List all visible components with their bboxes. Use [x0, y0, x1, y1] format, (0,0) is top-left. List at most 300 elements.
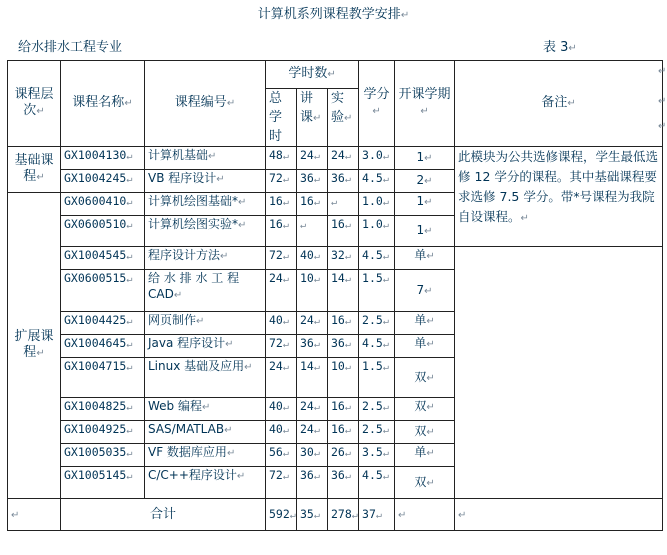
paragraph-mark — [283, 425, 289, 436]
paragraph-mark — [202, 402, 210, 413]
course-code — [61, 270, 145, 312]
paragraph-mark — [314, 425, 320, 436]
paragraph-mark — [314, 197, 320, 208]
paragraph-mark — [174, 290, 182, 301]
paragraph-mark — [126, 362, 132, 373]
lab-hours — [328, 170, 359, 193]
lab-hours — [328, 335, 359, 358]
credit-text: 2.5 — [362, 313, 383, 327]
paragraph-mark — [426, 402, 434, 413]
lab-hours — [328, 216, 359, 247]
total-hours — [266, 444, 297, 467]
level-basic-text: 基础课程 — [14, 153, 54, 184]
header-name: 课程名称 ↵ — [61, 61, 145, 147]
lecture-hours — [297, 335, 328, 358]
paragraph-mark — [383, 220, 389, 231]
course-code — [61, 398, 145, 421]
term — [395, 147, 455, 170]
paragraph-mark — [314, 402, 320, 413]
summary-total — [266, 499, 297, 531]
course-name-text: 程序设计方法 — [148, 248, 221, 262]
lecture-hours-text: 36 — [300, 336, 314, 350]
paragraph-mark — [383, 151, 389, 162]
total-hours — [266, 147, 297, 170]
summary-empty — [8, 499, 61, 531]
paragraph-mark — [126, 220, 132, 231]
course-name-text: Linux 基础及应用 — [148, 359, 245, 373]
course-name — [145, 216, 266, 247]
table-row — [8, 247, 663, 270]
term — [395, 247, 455, 270]
course-code-text: GX1004545 — [64, 248, 127, 262]
paragraph-mark — [345, 448, 351, 459]
lab-hours — [328, 247, 359, 270]
lecture-hours — [297, 216, 328, 247]
paragraph-mark — [300, 220, 306, 231]
lecture-hours-text: 40 — [300, 248, 314, 262]
paragraph-mark — [314, 471, 320, 482]
course-code-text: GX1004825 — [64, 399, 127, 413]
term-text: 1 — [416, 194, 425, 208]
summary-lecture — [297, 499, 328, 531]
term-text: 双 — [414, 399, 427, 413]
lecture-hours-text: 30 — [300, 445, 314, 459]
course-code-text: GX1005145 — [64, 468, 127, 482]
total-hours — [266, 467, 297, 499]
paragraph-mark — [314, 274, 320, 285]
paragraph-mark — [216, 174, 224, 185]
paragraph-mark — [383, 339, 389, 350]
header-code: 课程编号 ↵ — [145, 61, 266, 147]
lab-hours-text: 24 — [331, 148, 345, 162]
paragraph-mark — [196, 316, 204, 327]
total-hours-text: 72 — [269, 248, 283, 262]
course-name-text: 计算机绘图基础* — [148, 194, 239, 208]
lab-hours-text: 26 — [331, 445, 345, 459]
paragraph-mark — [426, 427, 434, 438]
lab-hours-text: 10 — [331, 359, 345, 373]
paragraph-mark — [314, 151, 320, 162]
total-hours — [266, 193, 297, 216]
credit — [359, 247, 395, 270]
credit-text: 3.0 — [362, 148, 383, 162]
total-hours — [266, 247, 297, 270]
total-hours-text: 72 — [269, 171, 283, 185]
lab-hours — [328, 398, 359, 421]
course-code — [61, 358, 145, 398]
course-code — [61, 247, 145, 270]
credit-text: 4.5 — [362, 171, 383, 185]
lab-hours — [328, 147, 359, 170]
course-name — [145, 398, 266, 421]
lecture-hours — [297, 247, 328, 270]
paragraph-mark — [314, 448, 320, 459]
course-table — [7, 60, 663, 531]
paragraph-mark — [426, 373, 434, 384]
paragraph-mark — [398, 510, 406, 521]
lecture-hours-text: 36 — [300, 468, 314, 482]
paragraph-mark — [345, 174, 351, 185]
lecture-hours-text: 24 — [300, 399, 314, 413]
paragraph-mark — [383, 274, 389, 285]
term-text: 单 — [414, 313, 427, 327]
paragraph-mark — [126, 425, 132, 436]
total-hours-text: 40 — [269, 422, 283, 436]
paragraph-mark — [314, 174, 320, 185]
paragraph-mark — [126, 402, 132, 413]
paragraph-mark — [220, 251, 228, 262]
credit — [359, 444, 395, 467]
paragraph-mark — [383, 362, 389, 373]
paragraph-mark — [426, 316, 434, 327]
total-hours — [266, 421, 297, 444]
paragraph-mark — [424, 226, 432, 237]
lecture-hours-text: 16 — [300, 194, 314, 208]
lab-hours — [328, 193, 359, 216]
header-level: 课程层次 ↵ — [8, 61, 61, 147]
summary-remark-empty — [455, 499, 663, 531]
paragraph-mark — [283, 402, 289, 413]
paragraph-mark — [238, 220, 246, 231]
paragraph-mark — [314, 362, 320, 373]
paragraph-mark — [345, 362, 351, 373]
total-hours-text: 72 — [269, 336, 283, 350]
course-name-text: VF 数据库应用 — [148, 445, 227, 459]
paragraph-mark — [126, 251, 132, 262]
total-hours-text: 40 — [269, 313, 283, 327]
term-text: 1 — [416, 150, 425, 164]
table-number: 表 3 ↵ — [543, 36, 577, 55]
course-code — [61, 312, 145, 335]
paragraph-mark — [426, 478, 434, 489]
term — [395, 312, 455, 335]
paragraph-mark — [345, 220, 351, 231]
paragraph-mark — [345, 151, 351, 162]
summary-credit-text: 37 — [362, 506, 376, 521]
summary-credit — [359, 499, 395, 531]
credit — [359, 312, 395, 335]
paragraph-mark — [426, 448, 434, 459]
credit-text: 1.0 — [362, 217, 383, 231]
term-text: 双 — [414, 369, 427, 384]
total-hours — [266, 398, 297, 421]
paragraph-mark — [11, 510, 19, 521]
paragraph-mark — [314, 316, 320, 327]
paragraph-mark — [345, 471, 351, 482]
paragraph-mark — [237, 471, 245, 482]
paragraph-mark — [126, 471, 132, 482]
header-lab: 实验 ↵ — [328, 89, 359, 147]
level-extended-text: 扩展课程 — [14, 329, 54, 360]
course-name-text: Web 编程 — [148, 399, 202, 413]
term — [395, 216, 455, 247]
term — [395, 421, 455, 444]
paragraph-mark — [345, 251, 351, 262]
lab-hours-text: 36 — [331, 468, 345, 482]
paragraph-mark — [426, 339, 434, 350]
summary-lab-text: 278 — [331, 506, 352, 521]
total-hours — [266, 216, 297, 247]
lab-hours-text: 16 — [331, 217, 345, 231]
paragraph-mark — [383, 425, 389, 436]
course-name — [145, 193, 266, 216]
paragraph-mark — [314, 510, 320, 521]
paragraph-mark — [383, 316, 389, 327]
paragraph-mark — [283, 339, 289, 350]
credit — [359, 467, 395, 499]
lecture-hours — [297, 467, 328, 499]
credit — [359, 147, 395, 170]
credit-text: 1.0 — [362, 194, 383, 208]
paragraph-mark — [345, 425, 351, 436]
paragraph-mark — [283, 471, 289, 482]
lecture-hours-text: 36 — [300, 171, 314, 185]
lecture-hours — [297, 398, 328, 421]
course-name — [145, 312, 266, 335]
credit-text: 4.5 — [362, 468, 383, 482]
paragraph-mark — [283, 197, 289, 208]
paragraph-mark — [383, 197, 389, 208]
paragraph-mark — [283, 448, 289, 459]
lecture-hours-text: 10 — [300, 271, 314, 285]
lecture-hours — [297, 358, 328, 398]
term — [395, 193, 455, 216]
paragraph-mark — [208, 151, 216, 162]
course-name — [145, 358, 266, 398]
term-text: 1 — [416, 223, 425, 237]
paragraph-mark — [383, 471, 389, 482]
lab-hours — [328, 444, 359, 467]
paragraph-mark — [126, 197, 132, 208]
credit-text: 3.5 — [362, 445, 383, 459]
header-credit: 学分 ↵ — [359, 61, 395, 147]
credit — [359, 193, 395, 216]
total-hours — [266, 312, 297, 335]
course-name-text: 网页制作 — [148, 313, 197, 327]
total-hours-text: 24 — [269, 271, 283, 285]
term-text: 单 — [414, 445, 427, 459]
lab-hours-text: 32 — [331, 248, 345, 262]
level-extended — [8, 193, 61, 499]
lab-hours-text: 14 — [331, 271, 345, 285]
credit — [359, 270, 395, 312]
credit — [359, 170, 395, 193]
total-hours-text: 48 — [269, 148, 283, 162]
major-label: 给水排水工程专业 — [18, 40, 123, 55]
paragraph-mark — [426, 251, 434, 262]
course-name — [145, 270, 266, 312]
paragraph-mark — [424, 197, 432, 208]
total-hours-text: 72 — [269, 468, 283, 482]
course-code — [61, 444, 145, 467]
lecture-hours — [297, 444, 328, 467]
course-name — [145, 421, 266, 444]
paragraph-mark — [424, 286, 432, 297]
paragraph-mark — [36, 348, 44, 359]
paragraph-mark — [238, 197, 246, 208]
lab-hours-text: 16 — [331, 422, 345, 436]
course-code — [61, 147, 145, 170]
credit-text: 2.5 — [362, 422, 383, 436]
course-code — [61, 216, 145, 247]
paragraph-mark — [424, 176, 432, 187]
credit — [359, 216, 395, 247]
paragraph-mark — [345, 339, 351, 350]
paragraph-mark — [458, 510, 466, 521]
paragraph-mark — [126, 174, 132, 185]
summary-label — [61, 499, 266, 531]
paragraph-mark — [283, 220, 289, 231]
lab-hours — [328, 312, 359, 335]
paragraph-mark — [290, 510, 296, 521]
paragraph-mark — [126, 274, 132, 285]
paragraph-mark — [244, 362, 252, 373]
term — [395, 467, 455, 499]
course-name — [145, 147, 266, 170]
paragraph-mark — [224, 425, 232, 436]
summary-total-text: 592 — [269, 506, 290, 521]
course-code — [61, 335, 145, 358]
credit-text: 1.5 — [362, 359, 383, 373]
summary-lecture-text: 35 — [300, 506, 314, 521]
total-hours — [266, 270, 297, 312]
paragraph-mark — [283, 274, 289, 285]
lecture-hours-text: 24 — [300, 148, 314, 162]
course-name-text: Java 程序设计 — [148, 336, 226, 350]
course-code-text: GX0600410 — [64, 194, 127, 208]
course-code-text: GX1005035 — [64, 445, 127, 459]
course-code — [61, 421, 145, 444]
paragraph-mark — [283, 316, 289, 327]
course-code-text: GX1004645 — [64, 336, 127, 350]
paragraph-mark — [345, 402, 351, 413]
lab-hours — [328, 421, 359, 444]
total-hours — [266, 335, 297, 358]
paragraph-mark — [126, 448, 132, 459]
lecture-hours — [297, 421, 328, 444]
course-name-text: C/C++程序设计 — [148, 468, 237, 482]
term — [395, 398, 455, 421]
paragraph-mark — [283, 362, 289, 373]
credit-text: 4.5 — [362, 248, 383, 262]
paragraph-mark — [314, 339, 320, 350]
credit-text: 4.5 — [362, 336, 383, 350]
course-name-text: 计算机基础 — [148, 148, 209, 162]
paragraph-mark — [331, 197, 337, 208]
document-title: 计算机系列课程教学安排 ↵ — [0, 3, 667, 22]
course-code — [61, 170, 145, 193]
course-code-text: GX1004425 — [64, 313, 127, 327]
credit — [359, 358, 395, 398]
level-basic — [8, 147, 61, 193]
lab-hours-text: 16 — [331, 399, 345, 413]
total-hours-text: 56 — [269, 445, 283, 459]
header-hours: 学时数 ↵ — [266, 61, 359, 89]
summary-row — [8, 499, 663, 531]
remark-text: 此模块为公共选修课程，学生最低选修 12 学分的课程。其中基础课程要求选修 7.5 学分。带*号课程为我院自设课程。 — [458, 149, 659, 224]
term — [395, 444, 455, 467]
credit — [359, 421, 395, 444]
paragraph-mark — [352, 510, 358, 521]
lab-hours — [328, 270, 359, 312]
paragraph-mark — [314, 251, 320, 262]
course-code-text: GX0600510 — [64, 217, 127, 231]
term — [395, 170, 455, 193]
paragraph-mark — [227, 448, 235, 459]
term-text: 双 — [414, 424, 427, 438]
term-text: 单 — [414, 248, 427, 262]
lab-hours — [328, 358, 359, 398]
paragraph-mark — [126, 339, 132, 350]
total-hours — [266, 170, 297, 193]
credit-text: 1.5 — [362, 271, 383, 285]
paragraph-mark — [126, 151, 132, 162]
paragraph-mark — [424, 153, 432, 164]
term-text: 双 — [414, 474, 427, 489]
paragraph-mark — [283, 151, 289, 162]
summary-lab — [328, 499, 359, 531]
paragraph-mark — [283, 251, 289, 262]
course-name-text: 计算机绘图实验* — [148, 217, 239, 231]
course-name-text: 给 水 排 水 工 程 CAD — [148, 271, 240, 301]
table-row — [8, 147, 663, 170]
lecture-hours — [297, 270, 328, 312]
paragraph-mark — [345, 274, 351, 285]
course-name-text: SAS/MATLAB — [148, 422, 225, 436]
lecture-hours — [297, 193, 328, 216]
paragraph-mark — [521, 213, 529, 224]
lab-hours — [328, 467, 359, 499]
course-code-text: GX0600515 — [64, 271, 127, 285]
course-code-text: GX1004130 — [64, 148, 127, 162]
term-text: 2 — [416, 173, 425, 187]
remark-empty — [455, 247, 663, 499]
lecture-hours-text: 14 — [300, 359, 314, 373]
course-name-text: VB 程序设计 — [148, 171, 217, 185]
course-name — [145, 335, 266, 358]
header-lecture: 讲课 ↵ — [297, 89, 328, 147]
total-hours-text: 40 — [269, 399, 283, 413]
credit-text: 2.5 — [362, 399, 383, 413]
paragraph-mark — [126, 316, 132, 327]
paragraph-mark — [383, 448, 389, 459]
term — [395, 358, 455, 398]
paragraph-mark — [345, 316, 351, 327]
term-text: 单 — [414, 336, 427, 350]
total-hours-text: 16 — [269, 194, 283, 208]
lecture-hours — [297, 170, 328, 193]
lecture-hours — [297, 147, 328, 170]
paragraph-mark — [36, 172, 44, 183]
total-hours-text: 24 — [269, 359, 283, 373]
course-code-text: GX1004245 — [64, 171, 127, 185]
summary-term-empty — [395, 499, 455, 531]
lab-hours-text: 36 — [331, 171, 345, 185]
course-name — [145, 247, 266, 270]
paragraph-mark — [383, 402, 389, 413]
course-name — [145, 467, 266, 499]
course-code — [61, 467, 145, 499]
course-code-text: GX1004925 — [64, 422, 127, 436]
remark — [455, 147, 663, 247]
course-code-text: GX1004715 — [64, 359, 127, 373]
lab-hours-text: 16 — [331, 313, 345, 327]
term-text: 7 — [416, 282, 425, 297]
total-hours-text: 16 — [269, 217, 283, 231]
term — [395, 270, 455, 312]
course-name — [145, 170, 266, 193]
credit — [359, 335, 395, 358]
